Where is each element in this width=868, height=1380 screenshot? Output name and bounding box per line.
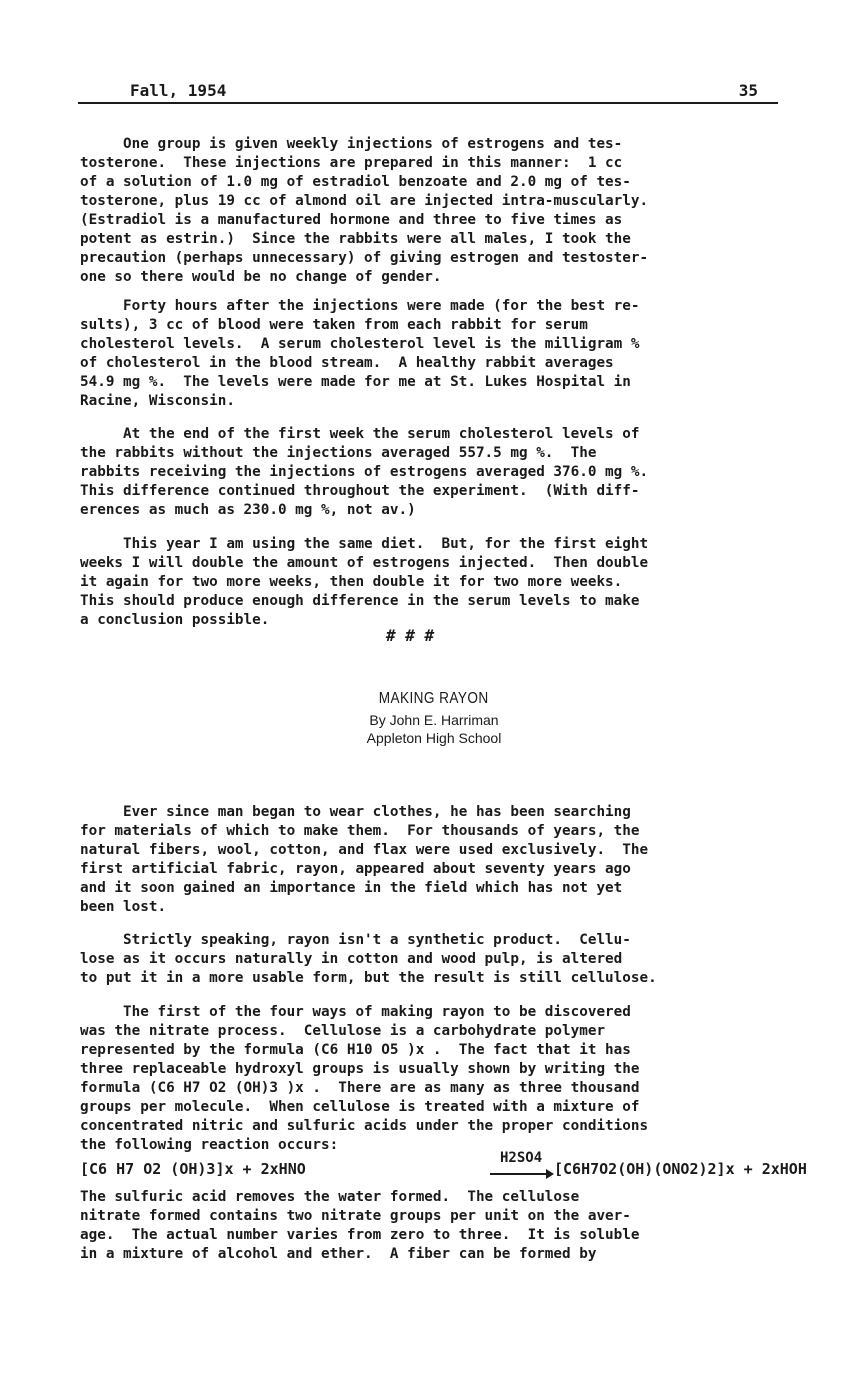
paragraph-blood-samples: Forty hours after the injections were made (for the best re- sults), 3 cc of blood were taken from each rabbit for serum cholesterol levels. A serum cholesterol level is the milligram % of cholesterol in the blood stream. A healthy rabbit averages 54.9 mg %. The levels were made for me at St. Lukes Hospital in Racine, Wisconsin.: [80, 298, 640, 409]
page-number: 35: [738, 81, 758, 100]
article-heading: [0, 690, 868, 746]
paragraph-injections: One group is given weekly injections of estrogens and tes- tosterone. These injections are prepared in this manner: 1 cc of a solution of 1.0 mg of estradiol benzoate and 2.0 mg of tes- tosterone, plus 19 cc of almond oil are injected intra-muscularly. (Estradiol is a manufactured hormone and three to five times as potent as estrin.) Since the rabbits were all males, I took the precaution (perhaps unnecessary) of giving estrogen and testoster- one so there would be no change of gender.: [80, 136, 649, 285]
article-title: MAKING RAYON: [379, 690, 489, 707]
page-header: [78, 78, 778, 104]
reaction-arrow-icon: [490, 1173, 552, 1175]
chemical-equation: [80, 1150, 807, 1186]
article-school: Appleton High School: [366, 730, 502, 746]
equation-reactants: [C6 H7 O2 (OH)3]x + 2xHNO: [80, 1160, 306, 1178]
paragraph-cellulose: Strictly speaking, rayon isn't a synthetic product. Cellu- lose as it occurs naturally in cotton and wood pulp, is altered to put it in a more usable form, but the result is still cellulose.: [80, 932, 657, 986]
equation-catalyst: H2SO4: [500, 1150, 543, 1166]
paragraph-this-year: This year I am using the same diet. But, for the first eight weeks I will double the amount of estrogens injected. Then double it again for two more weeks, then double it for two more weeks. This should produce enough difference in the serum levels to make a conclusion possible.: [80, 536, 649, 628]
issue-date: Fall, 1954: [130, 81, 227, 100]
paragraph-sulfuric-acid: The sulfuric acid removes the water formed. The cellulose nitrate formed contains two nitrate groups per unit on the aver- age. The actual number varies from zero to three. It is soluble in a mixture of alcohol and ether. A fiber can be formed by: [80, 1189, 640, 1262]
section-end-marks: # # #: [386, 626, 435, 645]
paragraph-first-week-results: At the end of the first week the serum cholesterol levels of the rabbits without the injections averaged 557.5 mg %. The rabbits receiving the injections of estrogens averaged 376.0 mg %. This difference continued throughout the experiment. (With diff- erences as much as 230.0 mg %, not av.): [80, 426, 649, 518]
paragraph-introduction: Ever since man began to wear clothes, he has been searching for materials of which to make them. For thousands of years, the natural fibers, wool, cotton, and flax were used exclusively. The first artificial fabric, rayon, appeared about seventy years ago and it soon gained an importance in the field which has not yet been lost.: [80, 804, 649, 915]
article-byline: By John E. Harriman: [369, 712, 499, 728]
equation-products: [C6H7O2(OH)(ONO2)2]x + 2xHOH: [554, 1160, 807, 1178]
paragraph-nitrate-process: The first of the four ways of making rayon to be discovered was the nitrate process. Cellulose is a carbohydrate polymer represented by the formula (C6 H10 O5 )x . The fact that it has three replaceable hydroxyl groups is usually shown by writing the formula (C6 H7 O2 (OH)3 )x . There are as many as three thousand groups per molecule. When cellulose is treated with a mixture of concentrated nitric and sulfuric acids under the proper conditions the following reaction occurs:: [80, 1004, 649, 1153]
